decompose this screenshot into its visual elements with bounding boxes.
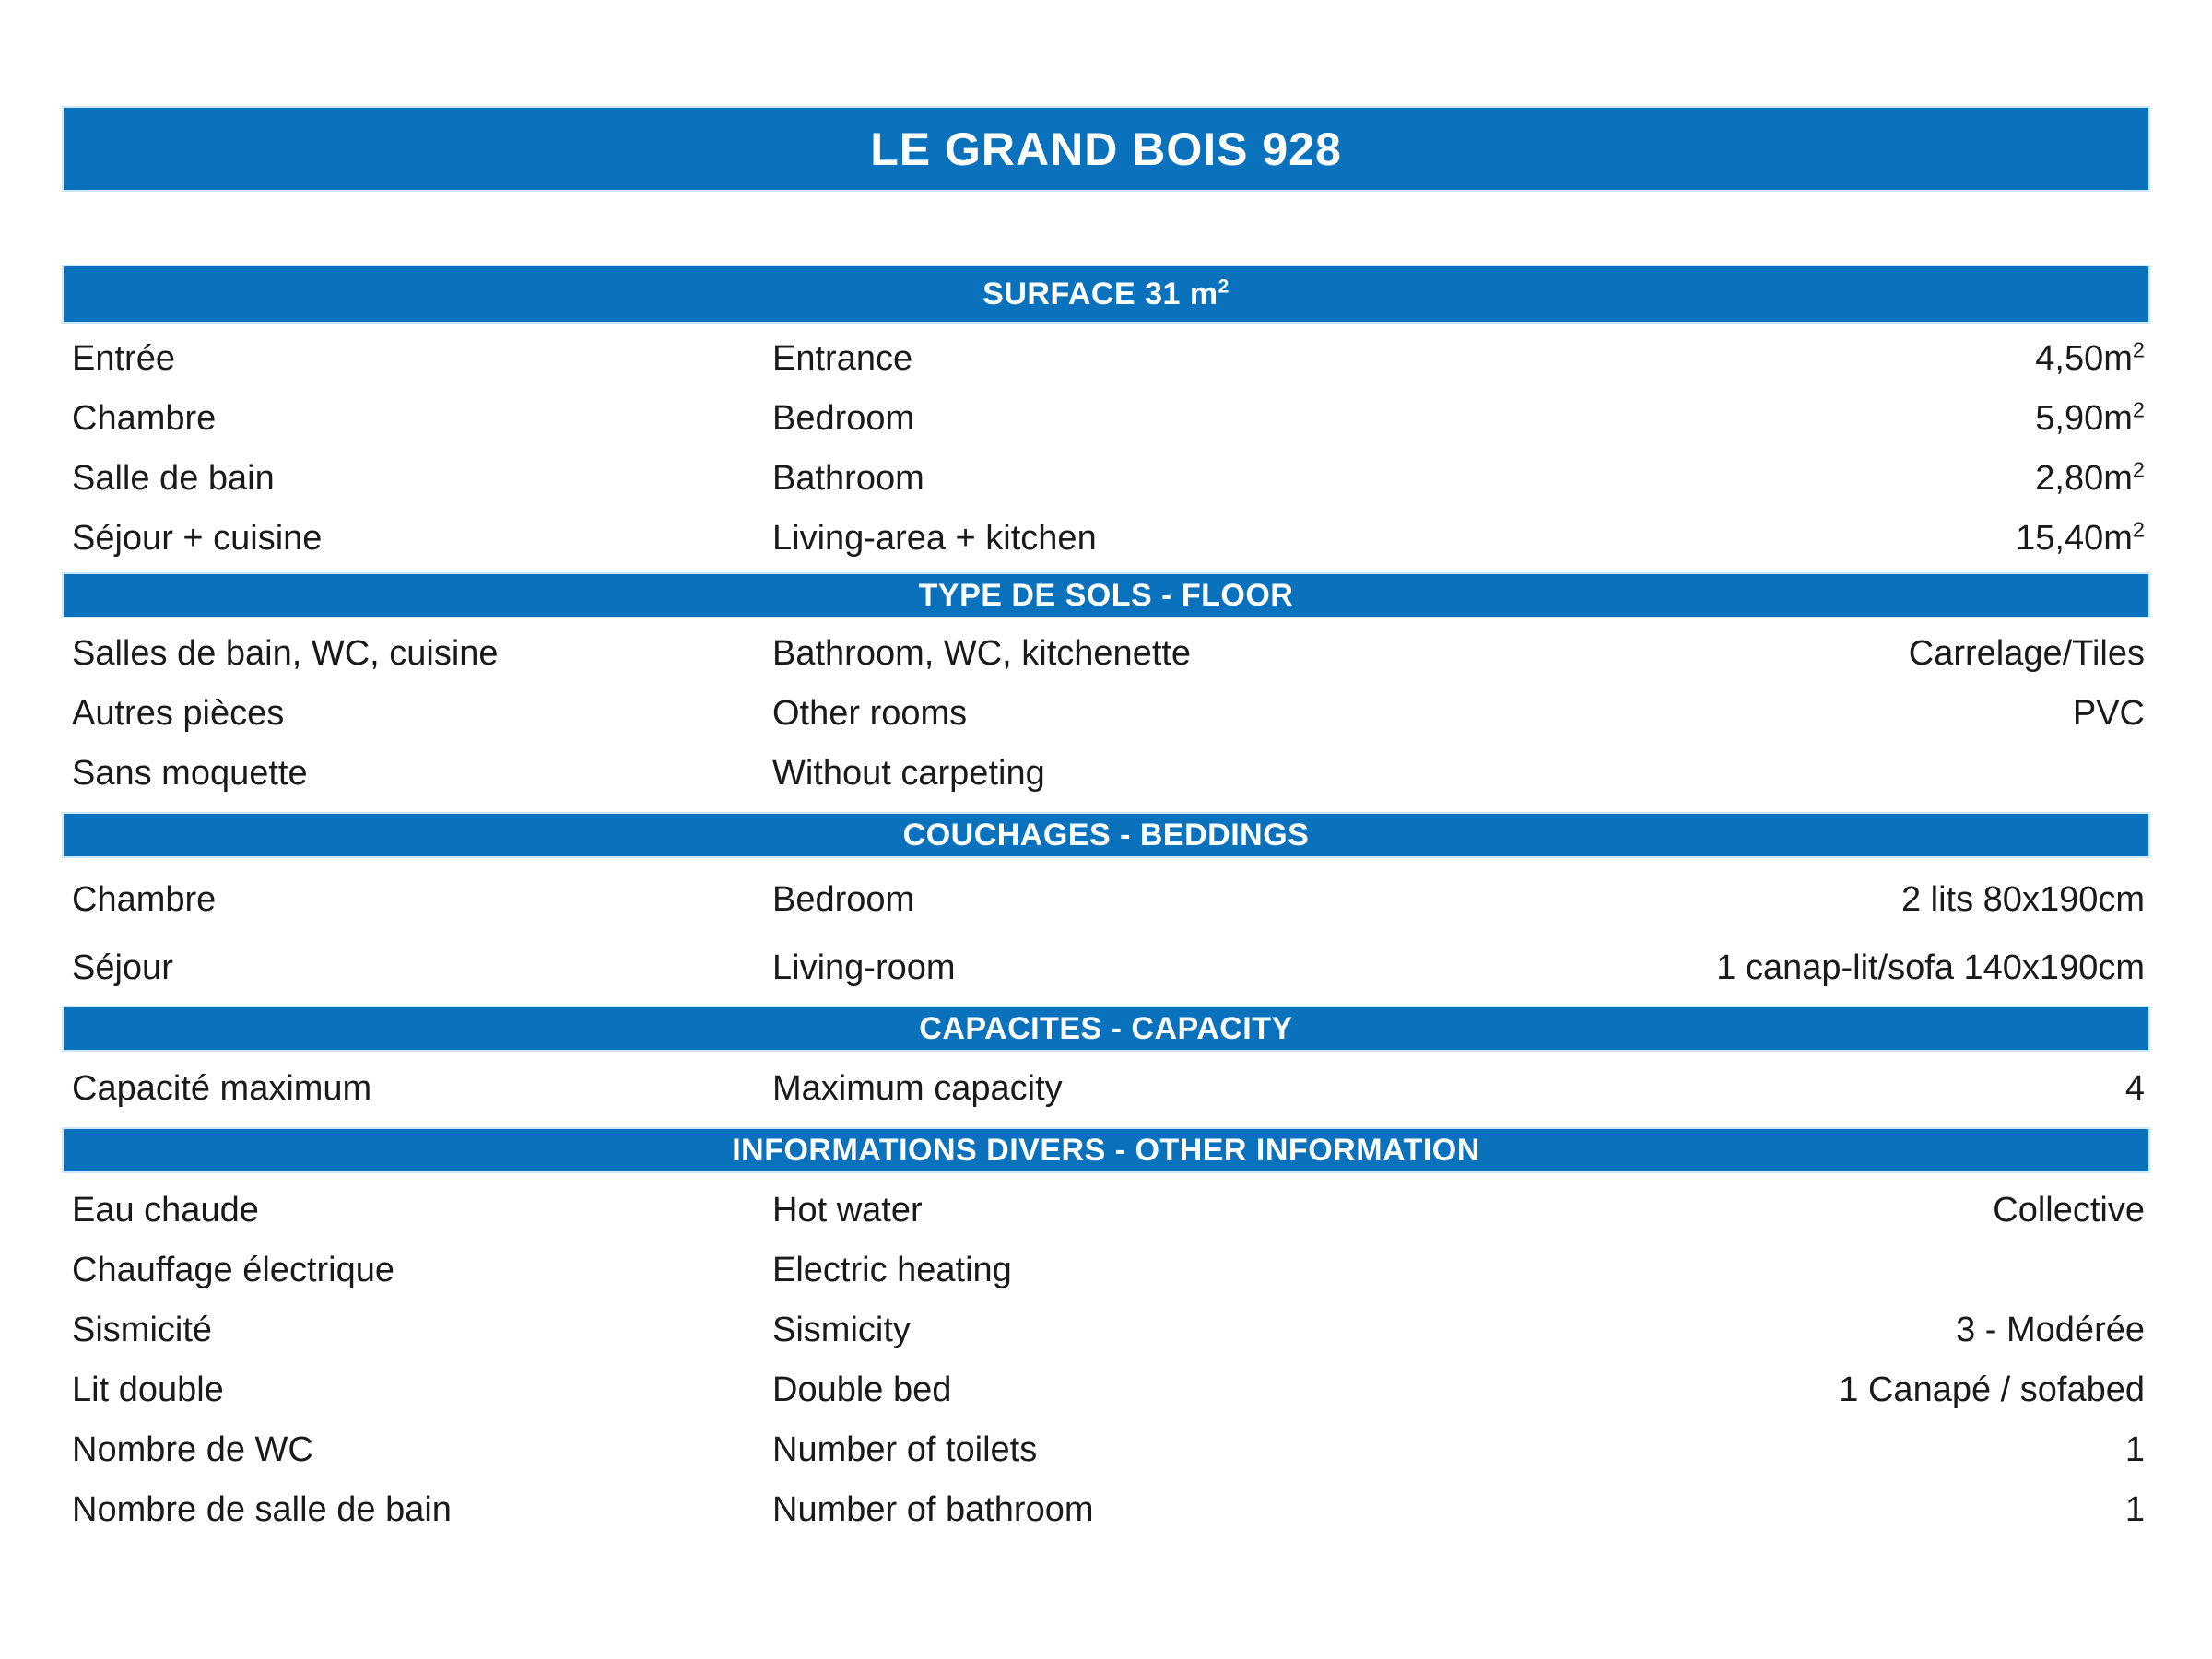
other-information-rows xyxy=(62,1173,2150,1540)
row-label-en: Living-area + kitchen xyxy=(772,519,1097,558)
section-header-other-information xyxy=(62,1127,2150,1173)
table-row xyxy=(62,1360,2150,1420)
table-row xyxy=(62,1300,2150,1360)
value-superscript: 2 xyxy=(2132,337,2145,362)
section-header-other-information-label: INFORMATIONS DIVERS - OTHER INFORMATION xyxy=(732,1132,1480,1168)
section-header-capacity xyxy=(62,1006,2150,1052)
row-label-en: Without carpeting xyxy=(772,754,1045,793)
row-label-fr: Chauffage électrique xyxy=(72,1251,394,1289)
row-value: PVC xyxy=(2072,694,2145,733)
row-label-en: Double bed xyxy=(772,1371,952,1409)
row-value: Collective xyxy=(1993,1191,2145,1230)
row-label-en: Bathroom xyxy=(772,459,924,498)
table-row xyxy=(62,1480,2150,1540)
section-header-beddings xyxy=(62,812,2150,858)
section-header-floor-label: TYPE DE SOLS - FLOOR xyxy=(918,577,1294,613)
title-bar xyxy=(62,106,2150,192)
row-label-en: Other rooms xyxy=(772,694,968,733)
sheet-content xyxy=(62,0,2150,1540)
row-label-fr: Nombre de salle de bain xyxy=(72,1490,452,1529)
row-label-fr: Nombre de WC xyxy=(72,1430,313,1469)
row-value: 3 - Modérée xyxy=(1956,1311,2145,1349)
row-value: $5,90m^2$ xyxy=(2035,397,2145,438)
row-label-fr: Salle de bain xyxy=(72,459,275,498)
row-label-fr: Entrée xyxy=(72,339,175,378)
table-row xyxy=(62,329,2150,389)
floor-rows xyxy=(62,618,2150,804)
row-label-en: Bedroom xyxy=(772,879,915,919)
row-label-en: Sismicity xyxy=(772,1311,911,1349)
row-value: $4,50m^2$ xyxy=(2035,337,2145,378)
surface-superscript: 2 xyxy=(1218,276,1230,298)
row-value: Carrelage/Tiles xyxy=(1908,634,2145,673)
row-label-fr: Sismicité xyxy=(72,1311,213,1349)
row-label-en: Hot water xyxy=(772,1191,923,1230)
spacer xyxy=(62,804,2150,812)
row-value: $2,80m^2$ xyxy=(2035,457,2145,498)
table-row xyxy=(62,684,2150,744)
row-label-fr: Séjour + cuisine xyxy=(72,519,323,558)
beddings-rows xyxy=(62,858,2150,1002)
row-label-fr: Chambre xyxy=(72,399,217,438)
table-row xyxy=(62,865,2150,934)
row-label-en: Electric heating xyxy=(772,1251,1012,1289)
row-label-fr: Sans moquette xyxy=(72,754,308,793)
table-row xyxy=(62,1181,2150,1241)
row-label-en: Entrance xyxy=(772,339,913,378)
row-label-fr: Salles de bain, WC, cuisine xyxy=(72,634,499,673)
section-header-beddings-label: COUCHAGES - BEDDINGS xyxy=(902,817,1310,853)
table-row xyxy=(62,934,2150,1002)
row-label-en: Living-room xyxy=(772,947,956,987)
section-header-surface xyxy=(62,265,2150,324)
value-superscript: 2 xyxy=(2132,517,2145,542)
table-row xyxy=(62,389,2150,449)
row-value: 1 xyxy=(2124,1430,2145,1469)
row-value: $15,40m^2$ xyxy=(2016,517,2145,558)
table-row xyxy=(62,1059,2150,1119)
section-header-surface-label: SURFACE 31 $m^2$ xyxy=(982,276,1230,312)
row-label-en: Number of bathroom xyxy=(772,1490,1094,1529)
table-row xyxy=(62,1420,2150,1480)
surface-rows xyxy=(62,324,2150,569)
spacer xyxy=(62,1119,2150,1127)
row-label-fr: Séjour xyxy=(72,947,173,987)
section-header-floor xyxy=(62,572,2150,618)
section-header-capacity-label: CAPACITES - CAPACITY xyxy=(919,1010,1293,1046)
row-label-en: Bathroom, WC, kitchenette xyxy=(772,634,1192,673)
row-value: 1 xyxy=(2124,1490,2145,1529)
row-label-fr: Autres pièces xyxy=(72,694,285,733)
row-value: 1 canap-lit/sofa 140x190cm xyxy=(1716,947,2145,987)
row-label-en: Bedroom xyxy=(772,399,915,438)
row-value: 1 Canapé / sofabed xyxy=(1839,1371,2145,1409)
table-row xyxy=(62,1241,2150,1300)
row-label-en: Maximum capacity xyxy=(772,1069,1063,1108)
row-label-fr: Chambre xyxy=(72,879,217,919)
table-row xyxy=(62,624,2150,684)
row-label-fr: Lit double xyxy=(72,1371,224,1409)
table-row xyxy=(62,449,2150,509)
value-superscript: 2 xyxy=(2132,397,2145,422)
table-row xyxy=(62,744,2150,804)
value-superscript: 2 xyxy=(2132,457,2145,482)
row-label-fr: Capacité maximum xyxy=(72,1069,372,1108)
row-label-en: Number of toilets xyxy=(772,1430,1038,1469)
row-value: 2 lits 80x190cm xyxy=(1900,879,2145,919)
row-value: 4 xyxy=(2124,1069,2145,1108)
row-label-fr: Eau chaude xyxy=(72,1191,259,1230)
table-row xyxy=(62,509,2150,569)
capacity-rows xyxy=(62,1052,2150,1119)
document-title: LE GRAND BOIS 928 xyxy=(870,123,1342,175)
